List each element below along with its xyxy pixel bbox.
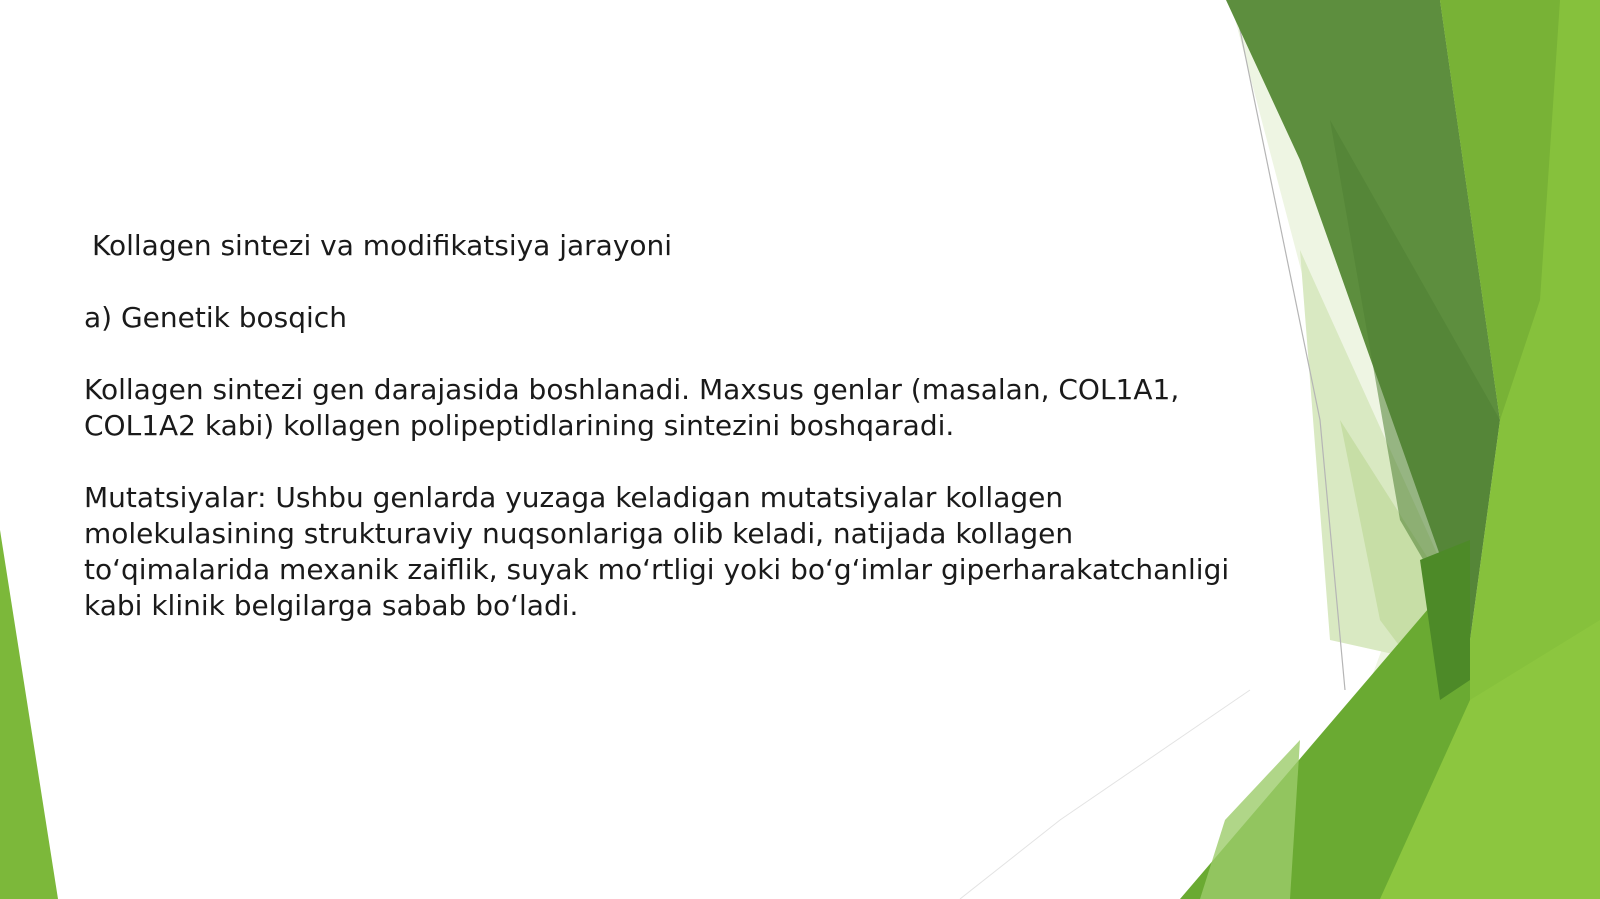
outline-line-2 <box>960 690 1250 899</box>
slide-title: Kollagen sintezi va modifikatsiya jarayoni <box>92 229 673 262</box>
section-subheading: a) Genetik bosqich <box>84 301 347 334</box>
paragraph-genetic-stage: Kollagen sintezi gen darajasida boshlanadi. Maxsus genlar (masalan, COL1A1, COL1A2 kabi) kollagen polipeptidlarining sintezini boshqaradi. <box>84 373 1180 442</box>
left-green-sliver <box>0 530 58 899</box>
slide-content <box>84 228 1234 660</box>
lower-pale-wedge <box>1200 740 1300 899</box>
paragraph-mutations: Mutatsiyalar: Ushbu genlarda yuzaga keladigan mutatsiyalar kollagen molekulasining strukturaviy nuqsonlariga olib keladi, natijada kollagen to‘qimalarida mexanik zaiflik, suyak mo‘rtligi yoki bo‘g‘imlar giperharakatchanligi kabi klinik belgilarga sabab bo‘ladi. <box>84 481 1230 622</box>
